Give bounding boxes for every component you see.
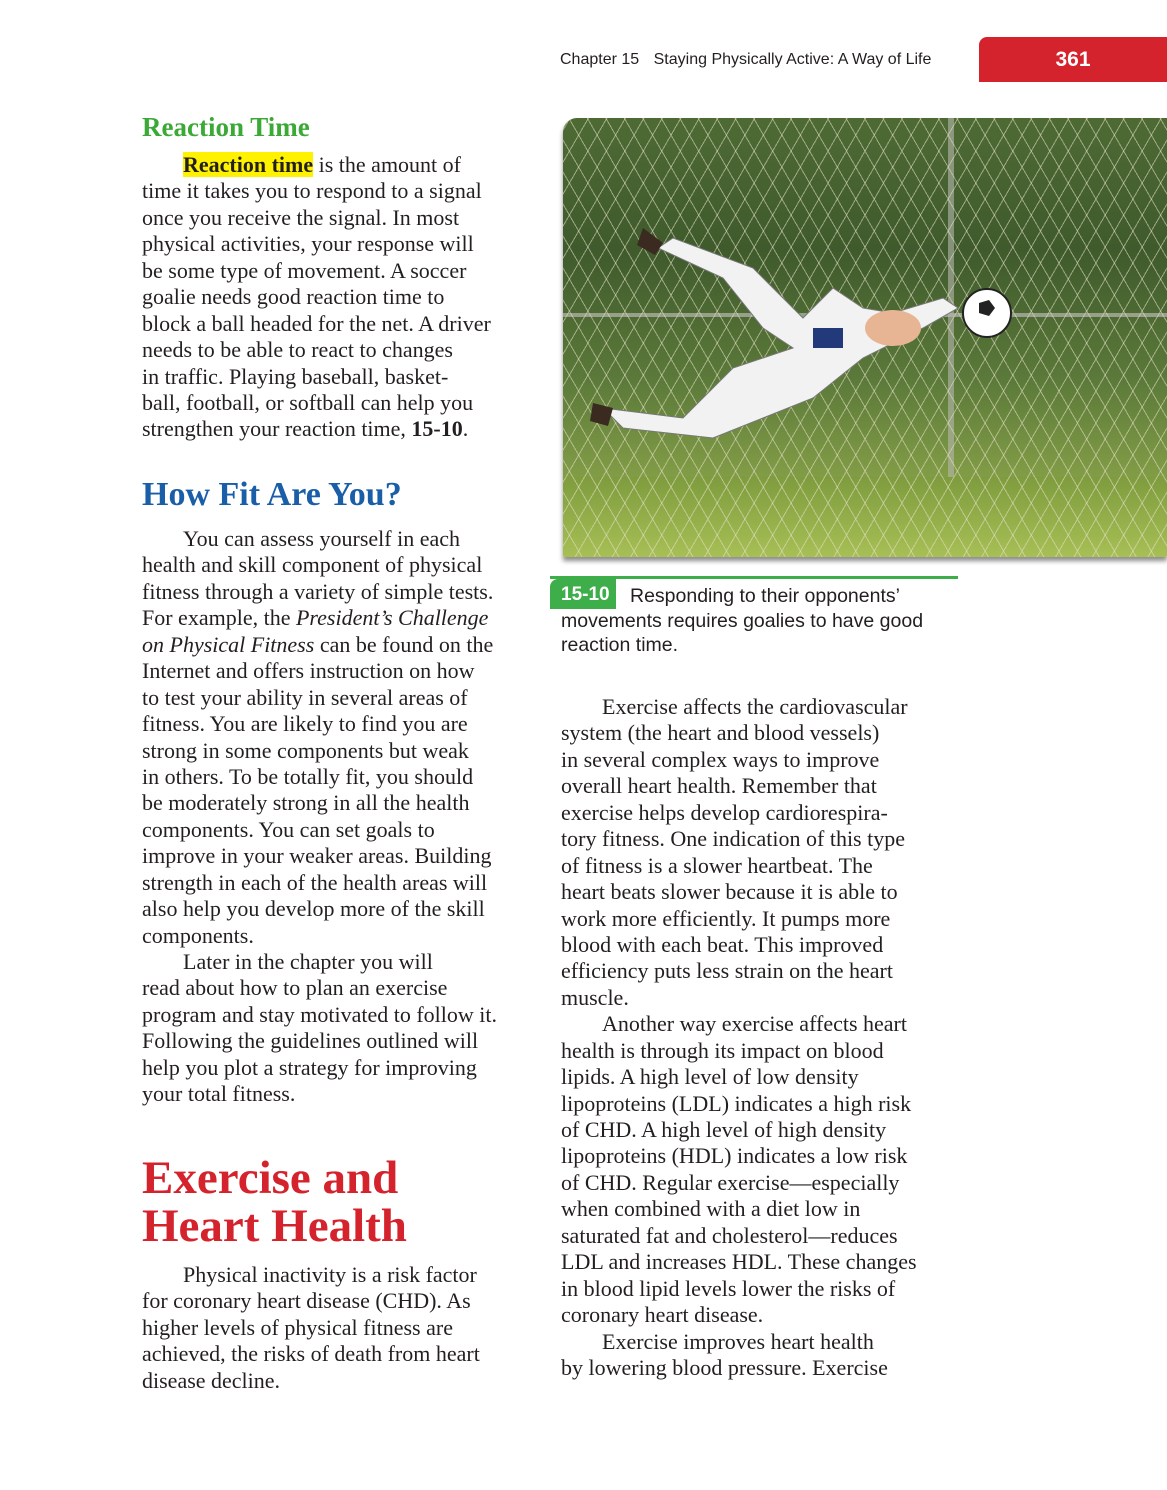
- text-line: be some type of movement. A soccer: [142, 257, 467, 283]
- text-line: of CHD. A high level of high density: [561, 1117, 887, 1142]
- text-line: Physical inactivity is a risk factor: [183, 1262, 477, 1287]
- text-line: Another way exercise affects heart: [602, 1011, 907, 1037]
- text-line: health is through its impact on blood: [561, 1037, 884, 1063]
- text-line: of CHD. Regular exercise—especially: [561, 1169, 900, 1195]
- text-line: also help you develop more of the skill: [142, 896, 485, 922]
- text-line: goalie needs good reaction time to: [142, 284, 445, 310]
- text-line: [142, 632, 497, 658]
- text-line: blood with each beat. This improved: [561, 931, 884, 957]
- text-line: lipoproteins (LDL) indicates a high risk: [561, 1090, 912, 1116]
- italic-title: President’s Challenge: [295, 605, 489, 631]
- text-line: in others. To be totally fit, you should: [142, 763, 474, 789]
- text-line: of fitness is a slower heartbeat. The: [561, 852, 873, 878]
- text-line: ball, football, or softball can help you: [142, 389, 474, 415]
- heading-how-fit: How Fit Are You?: [142, 476, 402, 513]
- italic-title: on Physical Fitness: [142, 631, 315, 657]
- page-number: 361: [1055, 48, 1091, 71]
- text-line: block a ball headed for the net. A driver: [142, 310, 491, 336]
- text-line: heart beats slower because it is able to: [561, 879, 898, 905]
- heart-health-paragraph: [142, 1262, 480, 1394]
- text-run: can be found on the: [314, 631, 494, 657]
- text-line: Exercise improves heart health: [602, 1328, 874, 1354]
- heading-exercise-heart-health: [142, 1154, 407, 1250]
- text-line: system (the heart and blood vessels): [561, 720, 880, 746]
- text-line: efficiency puts less strain on the heart: [561, 958, 893, 984]
- text-line: in several complex ways to improve: [561, 746, 880, 772]
- text-line: time it takes you to respond to a signal: [142, 178, 482, 204]
- text-line: saturated fat and cholesterol—reduces: [561, 1222, 898, 1248]
- text-line: Exercise affects the cardiovascular: [602, 694, 908, 719]
- text-run: is the amount of: [313, 152, 461, 177]
- figure-caption: Responding to their opponents’ movements requires goalies to have good reaction time.: [561, 585, 924, 656]
- text-line: work more efficiently. It pumps more: [561, 905, 891, 931]
- text-line: be moderately strong in all the health: [142, 790, 470, 816]
- text-line: Internet and offers instruction on how: [142, 658, 475, 684]
- text-line: muscle.: [561, 984, 629, 1010]
- text-line: [142, 605, 497, 631]
- text-line: higher levels of physical fitness are: [142, 1314, 453, 1340]
- text-line: strong in some components but weak: [142, 737, 469, 763]
- text-line: fitness through a variety of simple tests.: [142, 578, 494, 604]
- figure-reference: 15-10: [411, 416, 463, 442]
- text-line: for coronary heart disease (CHD). As: [142, 1288, 471, 1314]
- text-line: exercise helps develop cardiorespira-: [561, 799, 888, 825]
- text-line: when combined with a diet low in: [561, 1196, 861, 1222]
- text-line: lipoproteins (HDL) indicates a low risk: [561, 1143, 908, 1169]
- text-line: achieved, the risks of death from heart: [142, 1341, 480, 1367]
- text-line: [142, 152, 491, 178]
- text-line: Later in the chapter you will: [183, 949, 433, 974]
- text-line: [142, 416, 491, 442]
- text-line: tory fitness. One indication of this type: [561, 826, 905, 852]
- heading-line: Heart Health: [142, 1200, 407, 1252]
- text-line: lipids. A high level of low density: [561, 1064, 859, 1090]
- text-line: coronary heart disease.: [561, 1302, 764, 1328]
- text-line: LDL and increases HDL. These changes: [561, 1249, 917, 1275]
- key-term-highlight: Reaction time: [183, 152, 314, 177]
- text-line: read about how to plan an exercise: [142, 975, 448, 1001]
- text-line: overall heart health. Remember that: [561, 773, 877, 799]
- how-fit-paragraphs: [142, 526, 497, 1108]
- text-line: help you plot a strategy for improving: [142, 1054, 477, 1080]
- text-line: fitness. You are likely to find you are: [142, 711, 468, 737]
- text-line: in traffic. Playing baseball, basket-: [142, 363, 449, 389]
- figure-number: 15-10: [550, 579, 616, 609]
- text-line: to test your ability in several areas of: [142, 684, 468, 710]
- cardiovascular-paragraphs: [561, 694, 917, 1381]
- text-line: your total fitness.: [142, 1081, 296, 1107]
- text-line: strength in each of the health areas will: [142, 869, 488, 895]
- text-line: improve in your weaker areas. Building: [142, 843, 492, 869]
- running-header: [560, 51, 931, 69]
- text-run: strengthen your reaction time,: [142, 416, 412, 442]
- text-line: components.: [142, 922, 254, 948]
- page-number-tab: [979, 37, 1167, 82]
- chapter-title: Staying Physically Active: A Way of Life: [653, 51, 932, 68]
- goalie-illustration: [563, 118, 1167, 557]
- goalie-photo: [563, 118, 1167, 557]
- text-line: disease decline.: [142, 1367, 281, 1393]
- text-line: program and stay motivated to follow it.: [142, 1001, 497, 1027]
- heading-reaction-time: Reaction Time: [142, 112, 310, 142]
- text-line: physical activities, your response will: [142, 231, 474, 257]
- chapter-number: Chapter 15: [560, 51, 640, 68]
- text-line: once you receive the signal. In most: [142, 204, 460, 230]
- text-line: needs to be able to react to changes: [142, 337, 453, 363]
- reaction-time-paragraph: [142, 152, 491, 443]
- text-run: For example, the: [142, 605, 296, 631]
- text-line: You can assess yourself in each: [183, 526, 460, 551]
- heading-line: Exercise and: [142, 1152, 399, 1204]
- text-line: components. You can set goals to: [142, 816, 435, 842]
- text-run: .: [462, 416, 469, 442]
- text-line: by lowering blood pressure. Exercise: [561, 1354, 888, 1380]
- text-line: health and skill component of physical: [142, 552, 483, 578]
- text-line: in blood lipid levels lower the risks of: [561, 1275, 896, 1301]
- text-line: Following the guidelines outlined will: [142, 1028, 479, 1054]
